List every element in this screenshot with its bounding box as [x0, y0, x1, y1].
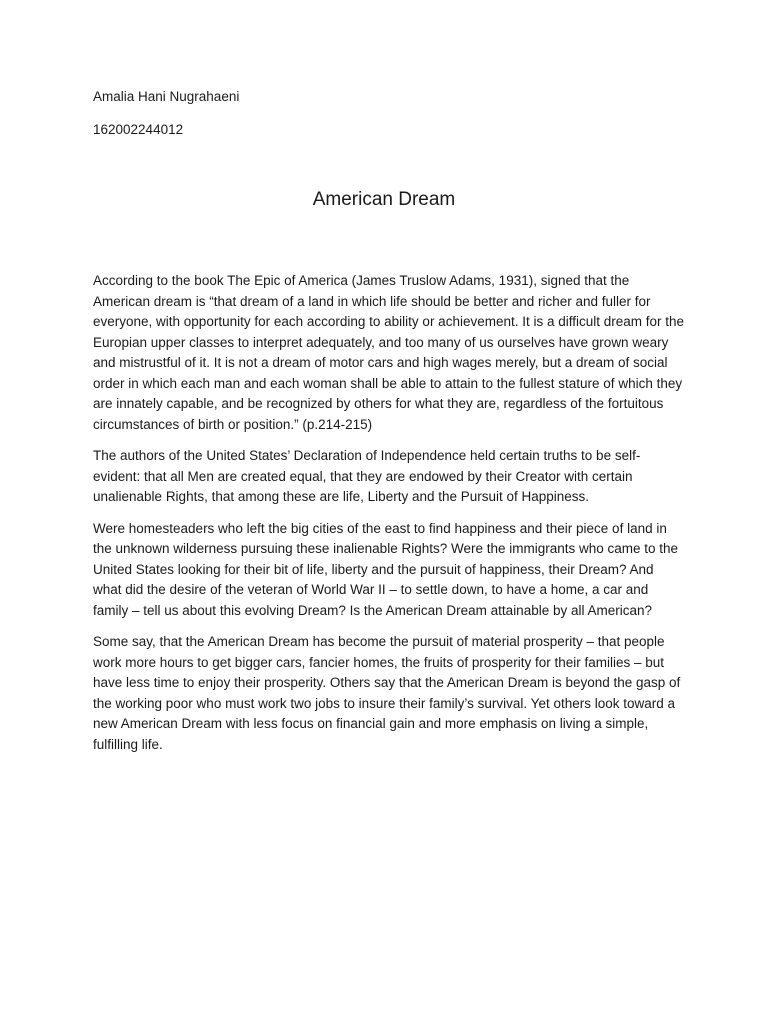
paragraph-2: The authors of the United States’ Declaration of Independence held certain truths to be self-evident: that all Men are created equal, that they are endowed by their Creator with certain unalienable Rights, that among these are life, Liberty and the Pursuit of Happiness.	[93, 448, 641, 504]
paragraph-1: According to the book The Epic of America (James Truslow Adams, 1931), signed that the American dream is “that dream of a land in which life should be better and richer and fuller for everyone, with opportunity for each according to ability or achievement. It is a difficult dream for the Europian upper classes to interpret adequately, and too many of us ourselves have grown weary and mistrustful of it. It is not a dream of motor cars and high wages merely, but a dream of social order in which each man and each woman shall be able to attain to the fullest stature of which they are innately capable, and be recognized by others for what they are, regardless of the fortuitous circumstances of birth or position.” (p.214-215)	[93, 273, 685, 432]
author-name: Amalia Hani Nugrahaeni	[93, 89, 240, 104]
document-title: American Dream	[312, 189, 456, 210]
document-body	[93, 271, 685, 766]
student-id: 162002244012	[93, 122, 184, 137]
paragraph-4: Some say, that the American Dream has become the pursuit of material prosperity – that people work more hours to get bigger cars, fancier homes, the fruits of prosperity for their families – but have less time to enjoy their prosperity. Others say that the American Dream is beyond the gasp of the working poor who must work two jobs to insure their family’s survival. Yet others look toward a new American Dream with less focus on financial gain and more emphasis on living a simple, fulfilling life.	[93, 634, 681, 752]
paragraph-3: Were homesteaders who left the big cities of the east to find happiness and their piece of land in the unknown wilderness pursuing these inalienable Rights? Were the immigrants who came to the United States looking for their bit of life, liberty and the pursuit of happiness, their Dream? And what did the desire of the veteran of World War II – to settle down, to have a home, a car and family – tell us about this evolving Dream? Is the American Dream attainable by all American?	[93, 520, 679, 618]
